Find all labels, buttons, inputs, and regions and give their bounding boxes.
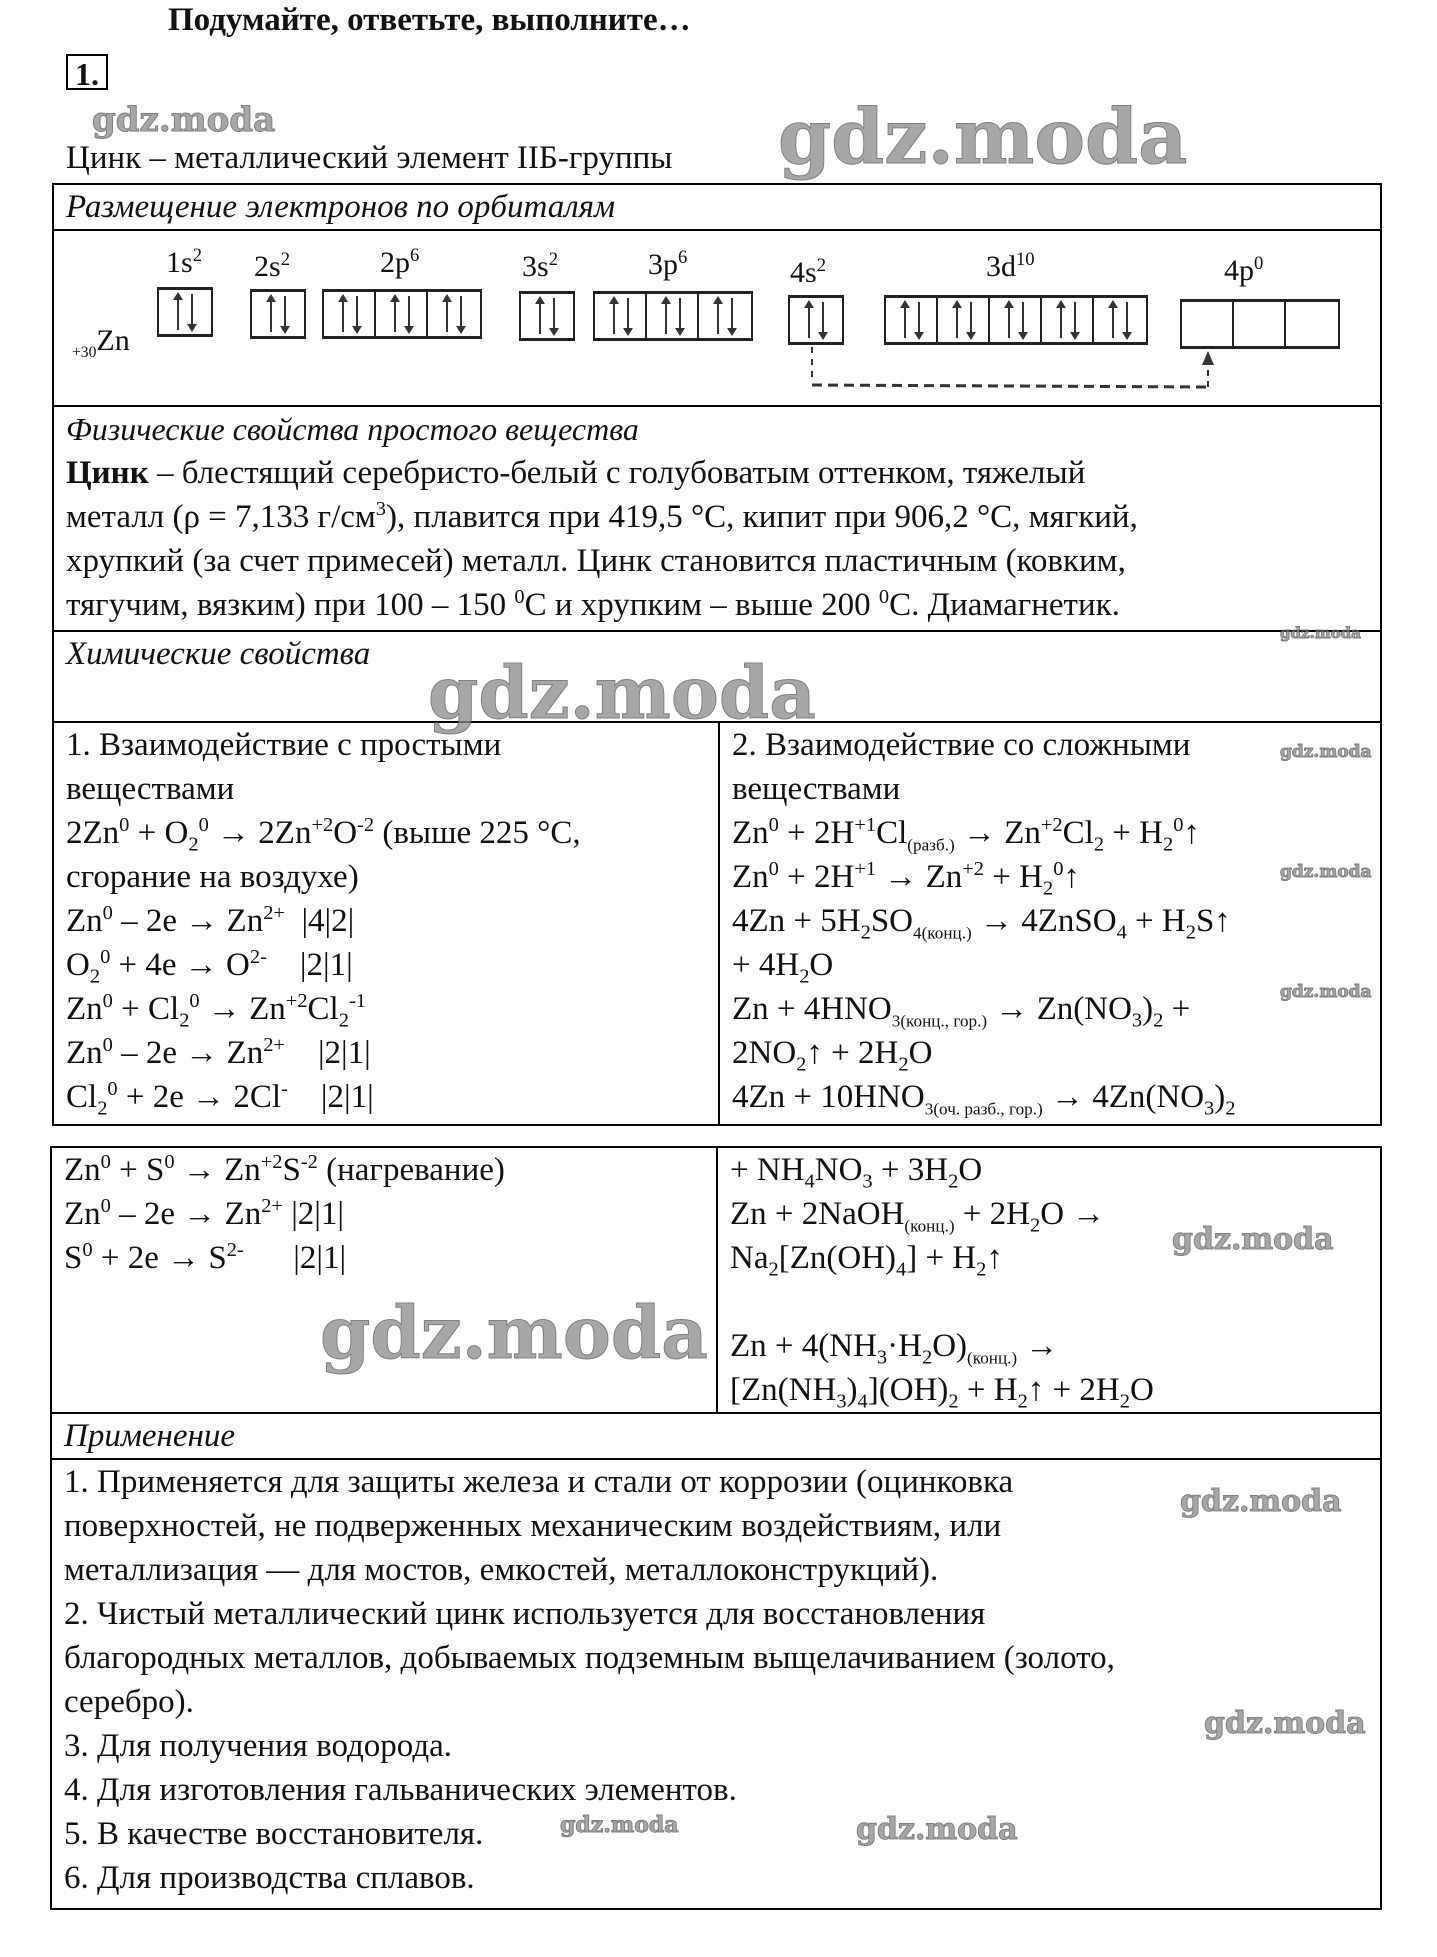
equation: $Zn + 4HNO_{3(конц., гор.)} \to Zn(NO_3)_2$ + (732, 991, 1191, 1032)
physical-properties-cell (53, 406, 1381, 631)
equation: $Zn^0 + 2H^{+1}Cl_{(разб.)} \to Zn^{+2}Cl_2$ + $H_2^0↑$ (732, 814, 1200, 856)
application-line: поверхностей, не подверженных механическим воздействиям, или (64, 1508, 1002, 1544)
application-line: 1. Применяется для защиты железа и стали от коррозии (оцинковка (64, 1464, 1014, 1500)
equation: $Zn^0 + 2H^{+1} \to Zn^{+2}$ + $H_2^0↑$ (732, 858, 1080, 900)
equation: $Zn + 4(NH_3\cdot H_2O)_{(конц.)}$ → (730, 1328, 1059, 1369)
orbitals-header: Размещение электронов по орбиталям (53, 184, 1381, 230)
label-2s: $2s^2$ (254, 249, 290, 283)
task-number: 1. (66, 54, 108, 90)
equation: $2Zn^0 + O_2^0 \to 2Zn^{+2}O^{-2}$ (выше 225 °С, (66, 814, 581, 856)
equation: $Zn^0 - 2e \to Zn^{2+}$ |2|1| (66, 1034, 371, 1071)
physical-line-3: хрупкий (за счет примесей) металл. Цинк становится пластичным (ковким, (66, 543, 1126, 579)
watermark: gdz.moda (1180, 1484, 1342, 1519)
application-line: 6. Для производства сплавов. (64, 1860, 475, 1896)
properties-table (52, 183, 1382, 1126)
application-line: 3. Для получения водорода. (64, 1728, 453, 1764)
watermark: gdz.moda (1204, 1706, 1366, 1741)
equation: $S^0 + 2e \to S^{2-}$ |2|1| (64, 1239, 347, 1276)
watermark: gdz.moda (92, 100, 276, 140)
equation: $Zn^0 + Cl_2^0 \to Zn^{+2}Cl_2^{-1}$ (66, 990, 366, 1032)
equation: $Na_2[Zn(OH)_4]$ + $H_2↑$ (730, 1240, 1003, 1281)
application-line: 4. Для изготовления гальванических элементов. (64, 1772, 737, 1808)
complex-substances-cell (719, 722, 1381, 1125)
label-4p: $4p^0$ (1224, 253, 1264, 287)
element-label: $_{+30}$Zn (72, 324, 130, 361)
watermark: gdz.moda (1280, 624, 1361, 642)
intro-text: Цинк – металлический элемент IIБ-группы (66, 140, 673, 176)
watermark: gdz.moda (856, 1812, 1018, 1847)
label-3s: $3s^2$ (522, 249, 558, 283)
application-cell (51, 1459, 1381, 1909)
watermark: gdz.moda (1172, 1222, 1334, 1257)
complex-title: 2. Взаимодействие со сложными (732, 727, 1191, 763)
physical-line-1: Цинк – блестящий серебристо-белый с голубоватым оттенком, тяжелый (66, 455, 1086, 491)
orbital-diagram (53, 230, 1381, 406)
application-line: серебро). (64, 1684, 194, 1720)
equation: + $NH_4NO_3 + 3H_2O$ (730, 1152, 983, 1193)
equation: $2NO_2↑ + 2H_2O$ (732, 1035, 933, 1076)
application-line: металлизация — для мостов, емкостей, металлоконструкций). (64, 1552, 939, 1588)
physical-line-4: тягучим, вязким) при 100 – 150 $^0$С и хрупким – выше 200 $^0$С. Диамагнетик. (66, 586, 1120, 623)
equation: $Zn^0 - 2e \to Zn^{2+}$ |4|2| (66, 902, 355, 939)
complex-title-2: веществами (732, 771, 901, 807)
watermark: gdz.moda (1280, 982, 1372, 1002)
equation: $O_2^0 + 4e \to O^{2-}$ |2|1| (66, 946, 353, 988)
watermark: gdz.moda (1280, 862, 1372, 882)
page-title: Подумайте, ответьте, выполните… (168, 2, 691, 38)
continuation-table (50, 1146, 1382, 1910)
equation: $Cl_2^0 + 2e \to 2Cl^-$ |2|1| (66, 1078, 374, 1120)
label-4s: $4s^2$ (790, 255, 826, 289)
watermark: gdz.moda (428, 650, 816, 735)
watermark: gdz.moda (1280, 742, 1372, 762)
spacer (730, 1280, 1368, 1324)
equation: $Zn^0 + S^0 \to Zn^{+2}S^{-2}$ (нагревание) (64, 1151, 505, 1188)
label-3d: $3d^{10}$ (986, 249, 1035, 283)
application-line: благородных металлов, добываемых подземным выщелачиванием (золото, (64, 1640, 1115, 1676)
equation: $4Zn + 5H_2SO_{4(конц.)}$ → 4ZnSO$_4$ + $H_2S↑$ (732, 903, 1231, 944)
complex-substances-cont (717, 1147, 1381, 1413)
simple-title: 1. Взаимодействие с простыми (66, 727, 502, 763)
simple-substances-cont (51, 1147, 717, 1413)
watermark: gdz.moda (320, 1290, 708, 1375)
physical-header: Физические свойства простого вещества (66, 411, 639, 447)
simple-title-2: веществами (66, 771, 235, 807)
equation: $Zn^0 - 2e \to Zn^{2+}$ |2|1| (64, 1195, 345, 1232)
watermark: gdz.moda (560, 1812, 679, 1838)
label-2p: $2p^6$ (380, 245, 420, 279)
application-header: Применение (51, 1413, 1381, 1459)
equation: $[Zn(NH_3)_4](OH)_2$ + $H_2↑ + 2H_2O$ (730, 1372, 1154, 1413)
application-line: 2. Чистый металлический цинк используется для восстановления (64, 1596, 986, 1632)
label-3p: $3p^6$ (648, 247, 688, 281)
watermark: gdz.moda (778, 92, 1188, 181)
equation: + $4H_2O$ (732, 947, 834, 988)
equation: сгорание на воздухе) (66, 859, 359, 895)
equation: Zn + 2NaOH$_{(конц.)}$ + $2H_2O$ → (730, 1196, 1106, 1237)
transition-arrow-icon (54, 231, 1384, 403)
equation: $4Zn + 10HNO_{3(оч. разб., гор.)} \to 4Zn(NO_3)_2$ (732, 1079, 1236, 1120)
simple-substances-cell (53, 722, 719, 1125)
label-1s: $1s^2$ (166, 245, 202, 279)
physical-line-2: металл (ρ = 7,133 $г/см^3$), плавится при 419,5 °С, кипит при 906,2 °С, мягкий, (66, 498, 1138, 535)
chemical-header: Химические свойства (53, 631, 1381, 722)
application-line: 5. В качестве восстановителя. (64, 1816, 484, 1852)
